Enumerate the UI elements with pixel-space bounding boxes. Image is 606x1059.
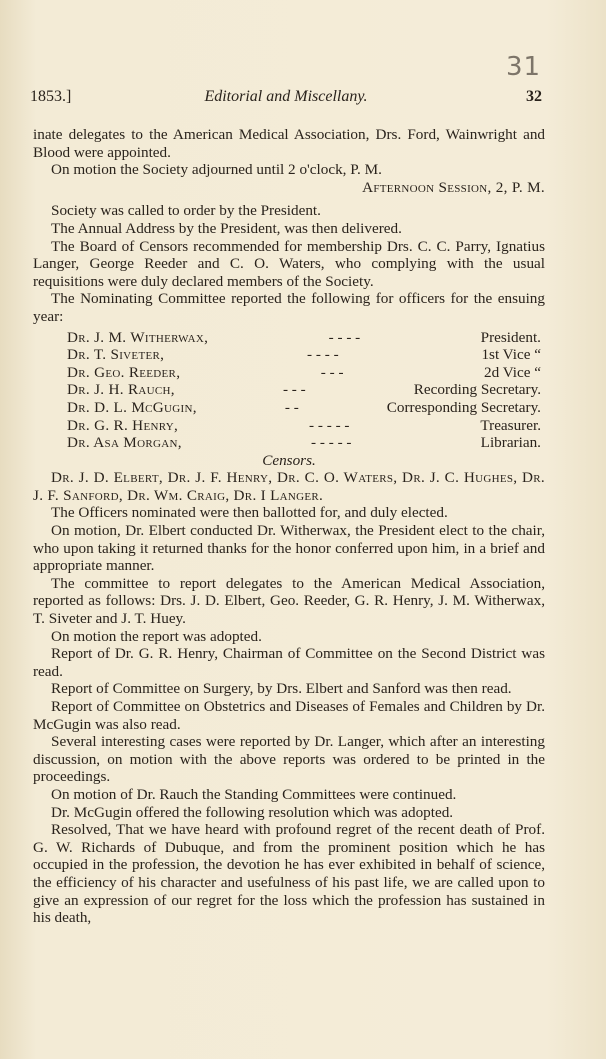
officer-leader: - - - - (328, 328, 361, 346)
officer-name: Dr. D. L. McGugin, (67, 398, 197, 416)
officer-position: President. (480, 328, 541, 346)
header-title: Editorial and Miscellany. (204, 88, 368, 105)
paragraph: Report of Committee on Surgery, by Drs. Elbert and Sanford was then read. (51, 680, 512, 698)
officer-name: Dr. Geo. Reeder, (67, 363, 181, 381)
officer-name: Dr. J. H. Rauch, (67, 381, 175, 399)
paragraph: Society was called to order by the President. (51, 202, 321, 220)
officer-position: 2d Vice “ (483, 363, 541, 381)
officer-position: Recording Secretary. (413, 381, 541, 399)
paragraph: Report of Dr. G. R. Henry, Chairman of Committee on the Second District was read. (33, 645, 545, 680)
header-year: 1853.] (30, 88, 72, 105)
officer-row (67, 364, 541, 382)
header-page-number: 32 (526, 88, 542, 105)
officer-name: Dr. G. R. Henry, (67, 416, 179, 434)
officer-name: Dr. T. Siveter, (67, 346, 165, 364)
officer-row (67, 381, 541, 399)
officer-leader: - - (284, 398, 299, 416)
officer-position: Corresponding Secretary. (386, 398, 541, 416)
paragraph: The Board of Censors recommended for membership Drs. C. C. Parry, Ignatius Langer, George Reeder and C. O. Waters, who complying with the usual requisitions were duly declared members of the Society. (33, 237, 545, 290)
paragraph: The Annual Address by the President, was then delivered. (51, 219, 402, 237)
officer-leader: - - - (320, 363, 344, 381)
officer-row (67, 417, 541, 435)
paragraph: Report of Committee on Obstetrics and Diseases of Females and Children by Dr. McGugin was also read. (33, 698, 545, 733)
censors-list: Dr. J. D. Elbert, Dr. J. F. Henry, Dr. C. O. Waters, Dr. J. C. Hughes, Dr. J. F. Sanford, Dr. Wm. Craig, Dr. I Langer. (33, 469, 545, 504)
officer-name: Dr. Asa Morgan, (67, 434, 182, 452)
officer-leader: - - - - - (311, 434, 352, 452)
handwritten-page-number: 31 (506, 52, 542, 82)
officer-row (67, 329, 541, 347)
officers-list (67, 329, 541, 452)
officer-position: 1st Vice “ (481, 346, 541, 364)
officer-name: Dr. J. M. Witherwax, (67, 328, 209, 346)
paragraph: The Officers nominated were then ballotted for, and duly elected. (51, 504, 448, 522)
paragraph: On motion the Society adjourned until 2 o'clock, P. M. (51, 161, 382, 179)
officer-leader: - - - - - (309, 416, 350, 434)
censors-heading: Censors. (262, 451, 316, 469)
paragraph: inate delegates to the American Medical Association, Drs. Ford, Wainwright and Blood were appointed. (33, 126, 545, 161)
running-header (30, 88, 542, 112)
officer-position: Librarian. (480, 434, 541, 452)
officer-leader: - - - - (307, 346, 339, 364)
article-body (33, 126, 545, 927)
session-heading: Afternoon Session, 2, P. M. (362, 178, 545, 196)
paragraph: On motion the report was adopted. (51, 627, 262, 645)
paragraph: On motion of Dr. Rauch the Standing Committees were continued. (51, 785, 457, 803)
paragraph: Several interesting cases were reported by Dr. Langer, which after an interesting discussion, on motion with the above reports was ordered to be printed in the proceedings. (33, 733, 545, 786)
officer-leader: - - - (282, 381, 306, 399)
paragraph: The committee to report delegates to the American Medical Association, reported as follows: Drs. J. D. Elbert, Geo. Reeder, G. R. Henry, J. M. Witherwax, T. Siveter and J. T. Huey. (33, 574, 545, 628)
paragraph: The Nominating Committee reported the following for officers for the ensuing year: (33, 290, 545, 325)
paragraph: On motion, Dr. Elbert conducted Dr. Witherwax, the President elect to the chair, who upon taking it returned thanks for the honor conferred upon him, in a brief and appropriate manner. (33, 522, 545, 575)
officer-row (67, 399, 541, 417)
officer-row (67, 346, 541, 364)
paragraph: Dr. McGugin offered the following resolution which was adopted. (51, 803, 454, 821)
resolution-paragraph: Resolved, That we have heard with profound regret of the recent death of Prof. G. W. Richards of Dubuque, and from the prominent position which he has occupied in the profession, the devotion he has ever exhibited in behalf of science, the efficiency of his character and usefulness of his past life, we are called upon to give an expression of our regret for the loss which the profession has sustained in his death, (33, 821, 545, 927)
officer-position: Treasurer. (480, 416, 541, 434)
officer-row (67, 434, 541, 452)
